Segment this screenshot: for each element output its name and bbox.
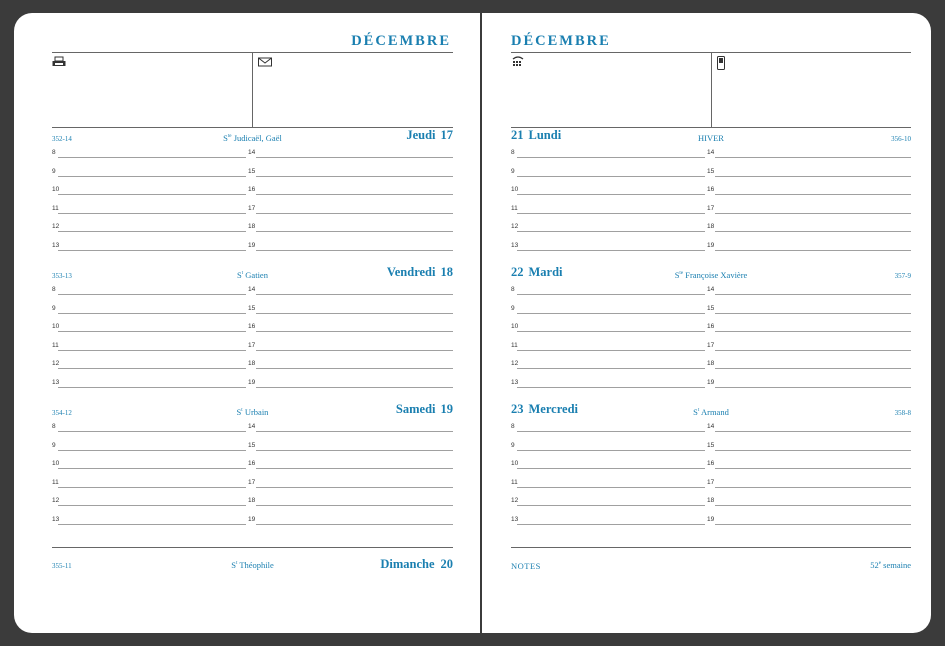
agenda-spread xyxy=(14,13,931,633)
hour-label: 18 xyxy=(707,497,715,505)
weekday-date: 21 Lundi xyxy=(511,128,562,142)
hour-label: 13 xyxy=(511,516,519,523)
hour-label: 14 xyxy=(707,149,715,156)
hour-line[interactable] xyxy=(256,350,453,351)
hour-line[interactable] xyxy=(715,505,911,506)
hour-line[interactable] xyxy=(58,387,246,388)
hour-line[interactable] xyxy=(715,524,911,525)
hour-line[interactable] xyxy=(517,331,705,332)
hour-label: 16 xyxy=(707,186,715,194)
day-header xyxy=(511,265,911,284)
day-block xyxy=(511,128,911,249)
month-title: DÉCEMBRE xyxy=(511,33,611,49)
hour-line[interactable] xyxy=(58,194,246,195)
hour-line[interactable] xyxy=(58,213,246,214)
hour-label: 19 xyxy=(248,516,256,523)
hour-label: 15 xyxy=(707,441,715,449)
hour-line[interactable] xyxy=(517,313,705,314)
hour-label: 8 xyxy=(52,149,56,156)
hour-line[interactable] xyxy=(256,431,453,432)
hour-label: 8 xyxy=(52,286,56,293)
day-header xyxy=(52,128,453,147)
hour-label: 10 xyxy=(52,323,60,331)
hour-label: 9 xyxy=(511,304,515,312)
hour-line[interactable] xyxy=(517,368,705,369)
day-count: 354-12 xyxy=(52,409,72,417)
hour-label: 16 xyxy=(707,323,715,331)
weekday-date: Dimanche 20 xyxy=(380,557,453,571)
hour-line[interactable] xyxy=(715,387,911,388)
hour-label: 17 xyxy=(248,204,256,212)
hour-line[interactable] xyxy=(517,468,705,469)
hour-label: 19 xyxy=(248,379,256,386)
hour-label: 13 xyxy=(52,242,60,249)
day-block xyxy=(52,265,453,386)
hour-label: 12 xyxy=(52,360,60,368)
saint-name: $S^t$ Théophile xyxy=(231,560,274,570)
hour-line[interactable] xyxy=(58,231,246,232)
hour-line[interactable] xyxy=(256,176,453,177)
left-page xyxy=(52,13,453,633)
hour-label: 11 xyxy=(52,204,59,212)
hour-line[interactable] xyxy=(256,505,453,506)
day-block xyxy=(511,265,911,386)
hour-line[interactable] xyxy=(517,487,705,488)
hour-label: 11 xyxy=(511,478,518,486)
hour-line[interactable] xyxy=(715,313,911,314)
hour-line[interactable] xyxy=(715,157,911,158)
hour-line[interactable] xyxy=(715,468,911,469)
day-header xyxy=(511,128,911,147)
hour-label: 8 xyxy=(52,423,56,430)
hour-line[interactable] xyxy=(58,450,246,451)
hour-line[interactable] xyxy=(715,194,911,195)
hour-line[interactable] xyxy=(517,157,705,158)
hour-line[interactable] xyxy=(715,431,911,432)
hour-line[interactable] xyxy=(715,294,911,295)
hour-line[interactable] xyxy=(517,431,705,432)
hour-line[interactable] xyxy=(256,450,453,451)
hour-label: 15 xyxy=(248,304,256,312)
hour-line[interactable] xyxy=(58,294,246,295)
hour-line[interactable] xyxy=(256,294,453,295)
hour-label: 19 xyxy=(707,379,715,386)
hour-label: 9 xyxy=(511,167,515,175)
hour-label: 8 xyxy=(511,149,515,156)
hour-line[interactable] xyxy=(715,368,911,369)
hour-line[interactable] xyxy=(256,213,453,214)
hour-label: 10 xyxy=(52,460,60,468)
hour-label: 18 xyxy=(707,223,715,231)
hour-label: 12 xyxy=(511,360,519,368)
hour-line[interactable] xyxy=(256,231,453,232)
hour-line[interactable] xyxy=(517,524,705,525)
day-header xyxy=(52,402,453,421)
weekday-date: 22 Mardi xyxy=(511,265,563,279)
hour-label: 14 xyxy=(707,286,715,293)
day-count: 356-10 xyxy=(891,135,911,143)
hour-label: 16 xyxy=(248,460,256,468)
day-block xyxy=(511,402,911,523)
hour-label: 17 xyxy=(707,341,715,349)
saint-name: $S^{te}$ Françoise Xavière xyxy=(674,270,748,280)
hour-label: 18 xyxy=(248,223,256,231)
contact-box xyxy=(52,52,453,128)
hour-line[interactable] xyxy=(517,176,705,177)
hour-label: 13 xyxy=(511,242,519,249)
day-block xyxy=(52,402,453,523)
hour-label: 19 xyxy=(248,242,256,249)
hour-label: 12 xyxy=(511,223,519,231)
hour-line[interactable] xyxy=(58,487,246,488)
day-count: 353-13 xyxy=(52,272,72,280)
telephone-icon xyxy=(511,56,525,68)
hour-line[interactable] xyxy=(256,368,453,369)
hour-label: 14 xyxy=(248,286,256,293)
hour-line[interactable] xyxy=(715,213,911,214)
hour-label: 9 xyxy=(52,167,56,175)
box-divider xyxy=(252,53,253,127)
notes-label: NOTES xyxy=(511,561,541,571)
hour-label: 11 xyxy=(511,204,518,212)
hour-label: 10 xyxy=(511,186,519,194)
hour-line[interactable] xyxy=(256,157,453,158)
hour-line[interactable] xyxy=(58,350,246,351)
weekday-date: Vendredi 18 xyxy=(386,265,453,279)
contact-box xyxy=(511,52,911,128)
saint-name: $S^{te}$ Judicaël, Gaël xyxy=(223,133,282,143)
hour-label: 19 xyxy=(707,516,715,523)
hour-label: 14 xyxy=(248,149,256,156)
hour-label: 11 xyxy=(52,341,59,349)
hour-line[interactable] xyxy=(58,505,246,506)
hour-label: 16 xyxy=(248,186,256,194)
hour-label: 9 xyxy=(511,441,515,449)
hour-label: 11 xyxy=(511,341,518,349)
notes-footer xyxy=(511,547,911,588)
hour-line[interactable] xyxy=(256,387,453,388)
sunday-footer xyxy=(52,547,453,588)
mobile-phone-icon xyxy=(716,56,726,70)
hour-label: 12 xyxy=(52,497,60,505)
hour-label: 10 xyxy=(511,323,519,331)
envelope-icon xyxy=(258,56,272,68)
week-number: 52e semaine xyxy=(870,560,911,570)
hour-line[interactable] xyxy=(256,487,453,488)
hour-label: 18 xyxy=(248,360,256,368)
hour-label: 9 xyxy=(52,441,56,449)
hour-label: 13 xyxy=(52,516,60,523)
hour-line[interactable] xyxy=(715,350,911,351)
saint-name: $S^t$ Urbain xyxy=(236,407,269,417)
hour-label: 17 xyxy=(707,204,715,212)
day-header xyxy=(511,402,911,421)
weekday-date: 23 Mercredi xyxy=(511,402,579,416)
hour-label: 14 xyxy=(707,423,715,430)
hour-line[interactable] xyxy=(58,250,246,251)
hour-label: 17 xyxy=(707,478,715,486)
hour-line[interactable] xyxy=(517,294,705,295)
hour-line[interactable] xyxy=(256,524,453,525)
hour-label: 9 xyxy=(52,304,56,312)
hour-line[interactable] xyxy=(58,368,246,369)
hour-line[interactable] xyxy=(256,313,453,314)
hour-label: 16 xyxy=(707,460,715,468)
hour-line[interactable] xyxy=(58,157,246,158)
month-title: DÉCEMBRE xyxy=(351,33,451,49)
hour-line[interactable] xyxy=(256,468,453,469)
hour-label: 17 xyxy=(248,478,256,486)
hour-line[interactable] xyxy=(715,231,911,232)
hour-line[interactable] xyxy=(256,194,453,195)
hour-label: 10 xyxy=(52,186,60,194)
hour-label: 16 xyxy=(248,323,256,331)
hour-line[interactable] xyxy=(715,250,911,251)
hour-line[interactable] xyxy=(517,450,705,451)
hour-line[interactable] xyxy=(58,313,246,314)
day-count: 357-9 xyxy=(894,272,911,280)
hour-line[interactable] xyxy=(58,468,246,469)
hour-line[interactable] xyxy=(256,331,453,332)
hour-line[interactable] xyxy=(715,176,911,177)
hour-label: 15 xyxy=(248,441,256,449)
hour-label: 8 xyxy=(511,286,515,293)
weekday-date: Jeudi 17 xyxy=(406,128,453,142)
printer-icon xyxy=(52,56,66,68)
hour-line[interactable] xyxy=(517,213,705,214)
hour-line[interactable] xyxy=(517,387,705,388)
hour-line[interactable] xyxy=(58,431,246,432)
hour-label: 12 xyxy=(52,223,60,231)
day-block xyxy=(52,128,453,249)
saint-name: $S^t$ Gatien xyxy=(237,270,268,280)
day-count: 355-11 xyxy=(52,562,72,570)
hour-line[interactable] xyxy=(517,250,705,251)
hour-line[interactable] xyxy=(517,505,705,506)
hour-line[interactable] xyxy=(58,524,246,525)
hour-label: 15 xyxy=(707,167,715,175)
hour-label: 14 xyxy=(248,423,256,430)
hour-label: 8 xyxy=(511,423,515,430)
right-page xyxy=(511,13,911,633)
hour-line[interactable] xyxy=(517,194,705,195)
hour-label: 11 xyxy=(52,478,59,486)
saint-name: $S^t$ Armand xyxy=(693,407,729,417)
box-divider xyxy=(711,53,712,127)
hour-line[interactable] xyxy=(517,350,705,351)
hour-label: 10 xyxy=(511,460,519,468)
hour-label: 19 xyxy=(707,242,715,249)
hour-label: 13 xyxy=(511,379,519,386)
hour-label: 12 xyxy=(511,497,519,505)
hour-label: 15 xyxy=(248,167,256,175)
day-header xyxy=(52,265,453,284)
saint-name: HIVER xyxy=(698,133,724,143)
hour-label: 18 xyxy=(248,497,256,505)
spine xyxy=(480,13,482,633)
hour-label: 15 xyxy=(707,304,715,312)
hour-line[interactable] xyxy=(715,450,911,451)
hour-line[interactable] xyxy=(58,331,246,332)
weekday-date: Samedi 19 xyxy=(395,402,453,416)
hour-label: 13 xyxy=(52,379,60,386)
hour-line[interactable] xyxy=(517,231,705,232)
day-count: 358-8 xyxy=(894,409,911,417)
hour-line[interactable] xyxy=(715,487,911,488)
hour-label: 18 xyxy=(707,360,715,368)
hour-label: 17 xyxy=(248,341,256,349)
day-count: 352-14 xyxy=(52,135,72,143)
hour-line[interactable] xyxy=(58,176,246,177)
hour-line[interactable] xyxy=(256,250,453,251)
hour-line[interactable] xyxy=(715,331,911,332)
